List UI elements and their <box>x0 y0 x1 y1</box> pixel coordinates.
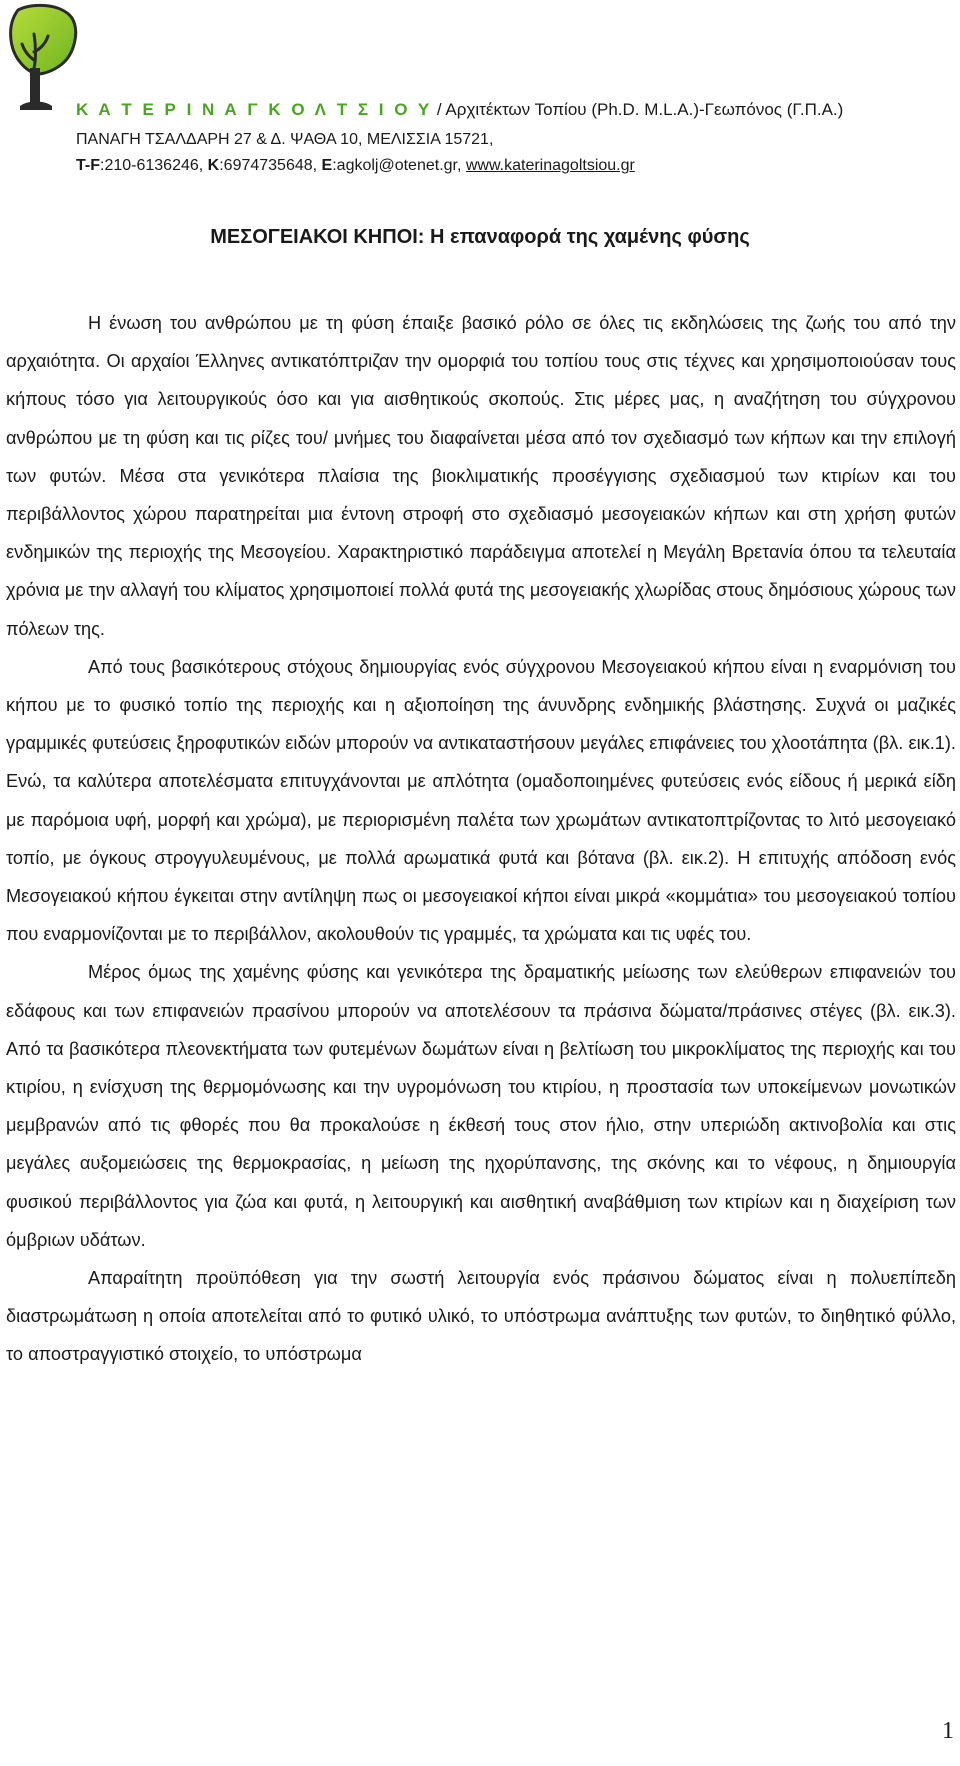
phone-fax-label: T-F <box>76 157 100 174</box>
website-link[interactable]: www.katerinagoltsiou.gr <box>465 157 635 174</box>
architect-name: Κ Α Τ Ε Ρ Ι Ν Α Γ Κ Ο Λ Τ Σ Ι Ο Υ <box>76 100 433 119</box>
page-number: 1 <box>942 1718 954 1744</box>
phone-fax-value: :210-6136246, <box>100 157 208 174</box>
mobile-label: K <box>207 157 220 174</box>
paragraph: Απαραίτητη προϋπόθεση για την σωστή λειτουργία ενός πράσινου δώματος είναι η πολυεπίπεδη διαστρωμάτωση η οποία αποτελείται από το φυτικό υλικό, το υπόστρωμα ανάπτυξης των φυτών, το διηθητικό φύλλο, το αποστραγγιστικό στοιχείο, το υπόστρωμα <box>6 1268 956 1365</box>
letterhead-name-line <box>76 96 936 124</box>
letterhead-address: ΠΑΝΑΓΗ ΤΣΑΛΔΑΡΗ 27 & Δ. ΨΑΘΑ 10, ΜΕΛΙΣΣΙΑ 15721, <box>76 131 494 148</box>
paragraph: Από τους βασικότερους στόχους δημιουργίας ενός σύγχρονου Μεσογειακού κήπου είναι η εναρμόνιση του κήπου με το φυσικό τοπίο της περιοχής και η αξιοποίηση της άνυνδρης ενδημικής βλάστησης. Συχνά οι μαζικές γραμμικές φυτεύσεις ξηροφυτικών ειδών μπορούν να αντικαταστήσουν μεγάλες επιφάνειες του χλοοτάπητα (βλ. εικ.1). Ενώ, τα καλύτερα αποτελέσματα επιτυγχάνονται με απλότητα (ομαδοποιημένες φυτεύσεις ενός είδους ή μερικά είδη με παρόμοια υφή, μορφή και χρώμα), με περιορισμένη παλέτα των χρωμάτων αντικατοπτρίζοντας το λιτό μεσογειακό τοπίο, με όγκους στρογγυλευμένους, με πολλά αρωματικά φυτά και βότανα (βλ. εικ.2). Η επιτυχής απόδοση ενός Μεσογειακού κήπου έγκειται στην αντίληψη πως οι μεσογειακοί κήποι είναι μικρά «κομμάτια» του μεσογειακού τοπίου που εναρμονίζονται με το περιβάλλον, ακολουθούν τις γραμμές, τα χρώματα και τις υφές του. <box>6 656 956 945</box>
letterhead-contact <box>76 154 936 178</box>
paragraph: Η ένωση του ανθρώπου με τη φύση έπαιξε βασικό ρόλο σε όλες τις εκδηλώσεις της ζωής του από την αρχαιότητα. Οι αρχαίοι Έλληνες αντικατόπτριζαν την ομορφιά του τοπίου τους στις τέχνες και χρησιμοποιούσαν τους κήπους τόσο για λειτουργικούς όσο και για αισθητικούς σκοπούς. Στις μέρες μας, η αναζήτηση του σύγχρονου ανθρώπου με τη φύση και τις ρίζες του/ μνήμες του διαφαίνεται μέσα από τον σχεδιασμό των κήπων και την επιλογή των φυτών. Μέσα στα γενικότερα πλαίσια της βιοκλιματικής προσέγγισης σχεδιασμού των κτιρίων και του περιβάλλοντος χώρου παρατηρείται μια έντονη στροφή στο σχεδιασμό μεσογειακών κήπων και στη χρήση φυτών ενδημικών της περιοχής της Μεσογείου. Χαρακτηριστικό παράδειγμα αποτελεί η Μεγάλη Βρετανία όπου τα τελευταία χρόνια με την αλλαγή του κλίματος χρησιμοποιεί πολλά φυτά της μεσογειακής χλωρίδας στους δημόσιους χώρους των πόλεων της. <box>6 313 956 639</box>
document-body <box>6 304 956 1374</box>
tree-logo-icon <box>4 2 82 120</box>
email-label: E <box>321 157 333 174</box>
email-value: :agkolj@otenet.gr, <box>332 157 466 174</box>
paragraph: Μέρος όμως της χαμένης φύσης και γενικότερα της δραματικής μείωσης των ελεύθερων επιφανειών του εδάφους και των επιφανειών πρασίνου μπορούν να αποτελέσουν τα πράσινα δώματα/πράσινες στέγες (βλ. εικ.3). Από τα βασικότερα πλεονεκτήματα των φυτεμένων δωμάτων είναι η βελτίωση του μικροκλίματος της περιοχής και του κτιρίου, η ενίσχυση της θερμομόνωσης και την υγρομόνωση του κτιρίου, η προστασία των υποκείμενων μονωτικών μεμβρανών από τις φθορές που θα προκαλούσε η έκθεσή τους στον ήλιο, στην υπεριώδη ακτινοβολία και στις μεγάλες αυξομειώσεις της θερμοκρασίας, η μείωση της ηχορύπανσης, της σκόνης και το νέφους, η δημιουργία φυσικού περιβάλλοντος για ζώα και φυτά, η λειτουργική και αισθητική αναβάθμιση των κτιρίων και η διαχείριση των όμβριων υδάτων. <box>6 962 956 1250</box>
mobile-value: :6974735648, <box>219 157 322 174</box>
letterhead <box>76 96 936 178</box>
document-title: ΜΕΣΟΓΕΙΑΚΟΙ ΚΗΠΟΙ: Η επαναφορά της χαμένης φύσης <box>210 226 750 248</box>
architect-title: / Αρχιτέκτων Τοπίου (Ph.D. M.L.A.)-Γεωπόνος (Γ.Π.Α.) <box>432 100 844 119</box>
